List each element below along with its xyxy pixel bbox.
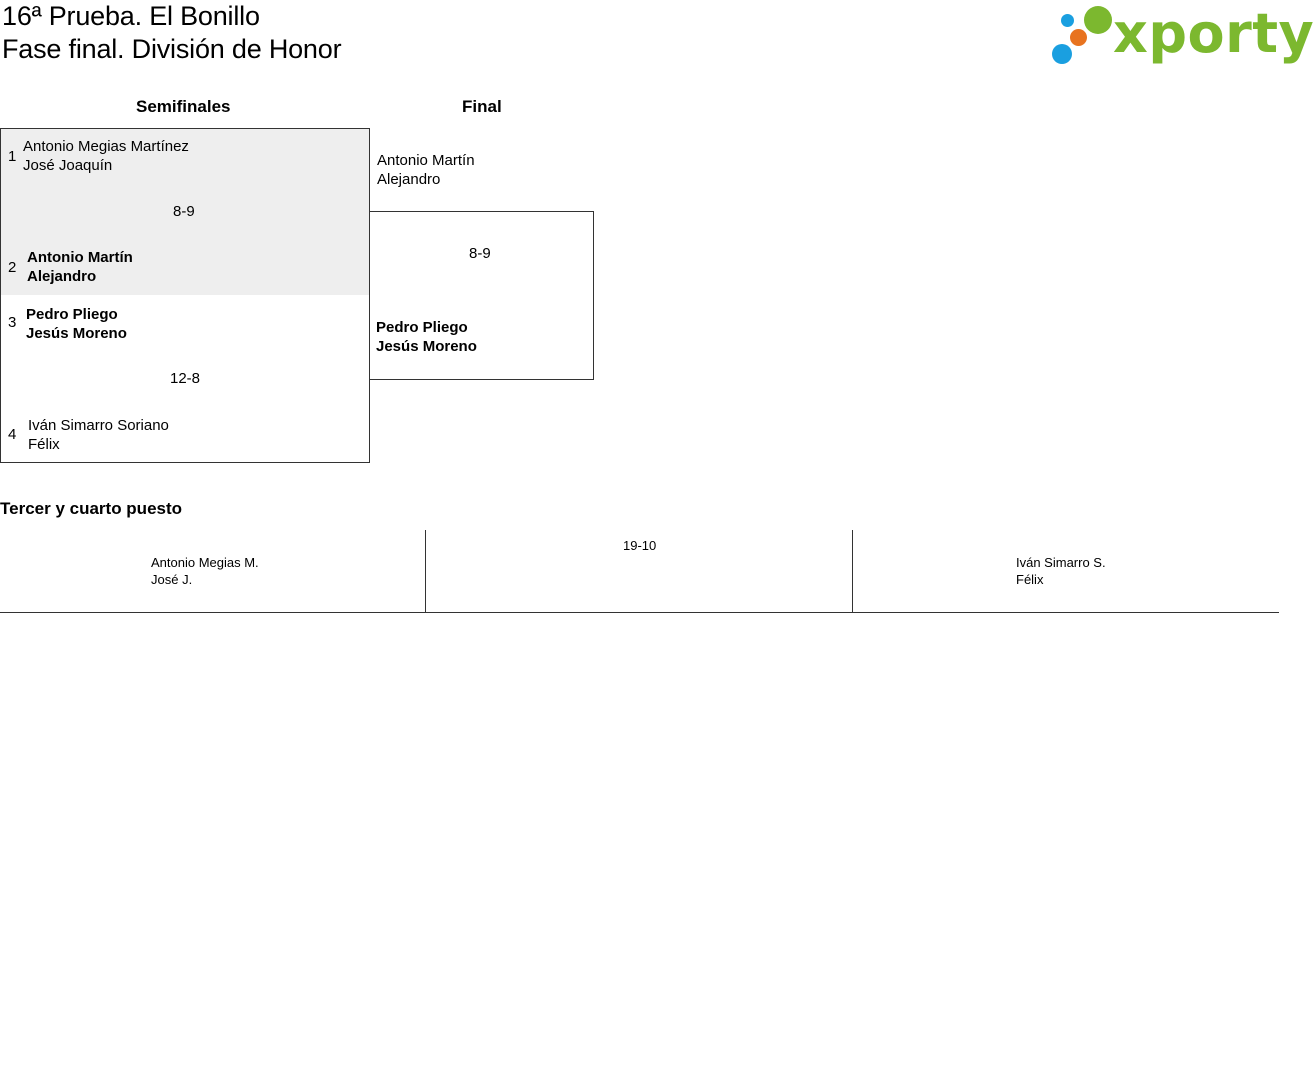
match-score: 8-9 <box>173 203 195 220</box>
seed-number: 3 <box>8 314 17 331</box>
semifinals-heading: Semifinales <box>136 97 231 116</box>
team-player-2: Alejandro <box>27 268 97 285</box>
third-place-team-right[interactable] <box>852 530 1279 613</box>
third-place-heading: Tercer y cuarto puesto <box>0 499 183 518</box>
team-player-1: Pedro Pliego <box>376 319 468 336</box>
seed-number: 2 <box>8 259 17 276</box>
logo-dot-blue-small-icon <box>1061 14 1074 27</box>
match-score: 19-10 <box>623 538 657 553</box>
seed-number: 4 <box>8 426 17 443</box>
team-player-2: Jesús Moreno <box>376 338 477 355</box>
team-player-1: Iván Simarro Soriano <box>28 417 169 434</box>
team-entry-winner <box>27 248 133 286</box>
final-heading: Final <box>462 97 502 116</box>
team-player-2: José Joaquín <box>23 157 113 174</box>
final-match[interactable] <box>369 211 594 380</box>
match-score: 8-9 <box>469 245 491 262</box>
team-player-1: Antonio Megias M. <box>151 555 259 570</box>
logo-wordmark: xporty <box>1113 2 1314 65</box>
third-place-score-cell <box>426 530 852 613</box>
team-player-2: Alejandro <box>377 171 441 188</box>
team-player-2: Jesús Moreno <box>26 325 127 342</box>
third-place-team-left[interactable] <box>0 530 426 613</box>
team-entry <box>151 554 259 588</box>
semifinal-match-2[interactable] <box>0 295 370 463</box>
final-team-bottom-winner <box>376 318 477 356</box>
team-entry <box>23 137 189 175</box>
team-player-1: Iván Simarro S. <box>1016 555 1106 570</box>
team-player-2: Félix <box>28 436 60 453</box>
team-player-1: Antonio Martín <box>377 152 475 169</box>
page-title: 16ª Prueba. El Bonillo <box>2 1 260 31</box>
team-player-2: Félix <box>1016 572 1044 587</box>
match-score: 12-8 <box>170 370 201 387</box>
final-team-top <box>377 151 475 189</box>
logo-dot-blue-icon <box>1052 44 1072 64</box>
page-subtitle: Fase final. División de Honor <box>2 34 342 64</box>
team-player-1: Pedro Pliego <box>26 306 118 323</box>
team-player-1: Antonio Megias Martínez <box>23 138 189 155</box>
semifinal-match-1[interactable] <box>0 128 370 296</box>
team-player-2: José J. <box>151 572 193 587</box>
team-entry-winner <box>26 305 127 343</box>
seed-number: 1 <box>8 148 17 165</box>
logo-dot-orange-icon <box>1070 29 1087 46</box>
logo-dot-green-icon <box>1084 6 1112 34</box>
xporty-logo[interactable] <box>1050 2 1314 68</box>
team-player-1: Antonio Martín <box>27 249 133 266</box>
team-entry <box>28 416 169 454</box>
team-entry <box>1016 554 1106 588</box>
